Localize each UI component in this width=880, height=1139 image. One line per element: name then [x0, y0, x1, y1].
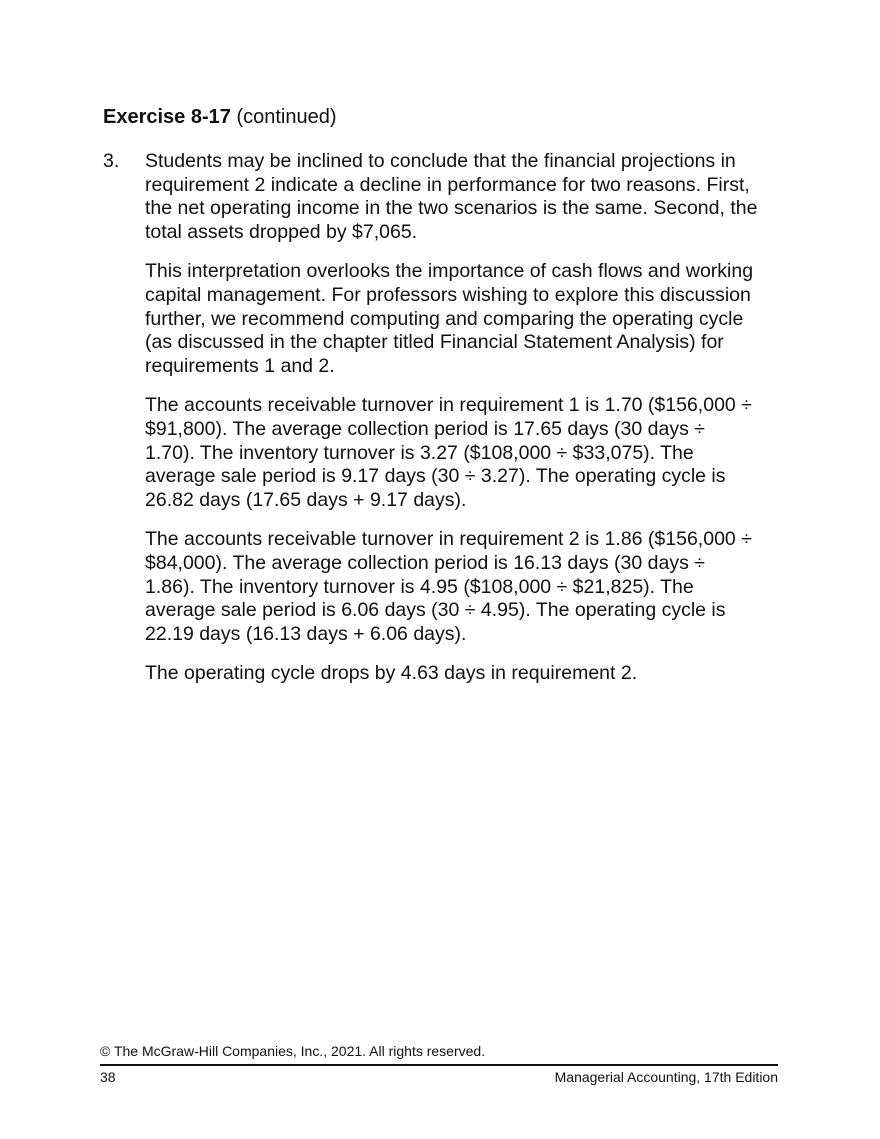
text-line: average sale period is 9.17 days (30 ÷ 3.27). The operating cycle is [145, 465, 726, 488]
exercise-title: Exercise 8-17 [103, 106, 231, 128]
text-line: (as discussed in the chapter titled Financial Statement Analysis) for [145, 331, 724, 354]
text-line: The accounts receivable turnover in requirement 1 is 1.70 ($156,000 ÷ [145, 394, 752, 417]
exercise-continued: (continued) [230, 106, 337, 128]
text-line: This interpretation overlooks the importance of cash flows and working [145, 260, 754, 283]
text-line: average sale period is 6.06 days (30 ÷ 4.95). The operating cycle is [145, 599, 726, 622]
text-line: The accounts receivable turnover in requirement 2 is 1.86 ($156,000 ÷ [145, 528, 752, 551]
text-line: 1.86). The inventory turnover is 4.95 ($108,000 ÷ $21,825). The [145, 575, 694, 598]
item-number: 3. [103, 150, 120, 172]
paragraph [145, 394, 795, 512]
text-line: The operating cycle drops by 4.63 days in requirement 2. [145, 662, 638, 685]
paragraph [145, 528, 795, 646]
book-title: Managerial Accounting, 17th Edition [554, 1069, 778, 1085]
footer-divider [100, 1064, 778, 1066]
paragraph [145, 150, 795, 244]
text-line: $91,800). The average collection period is 17.65 days (30 days ÷ [145, 417, 705, 440]
copyright-notice: © The McGraw-Hill Companies, Inc., 2021. All rights reserved. [100, 1043, 486, 1059]
text-line: capital management. For professors wishing to explore this discussion [145, 283, 751, 306]
text-line: requirement 2 indicate a decline in performance for two reasons. First, [145, 173, 750, 196]
paragraph [145, 662, 795, 686]
text-line: 1.70). The inventory turnover is 3.27 ($108,000 ÷ $33,075). The [145, 441, 694, 464]
text-line: $84,000). The average collection period is 16.13 days (30 days ÷ [145, 551, 705, 574]
text-line: the net operating income in the two scenarios is the same. Second, the [145, 197, 758, 220]
page-number: 38 [100, 1069, 116, 1085]
text-line: 22.19 days (16.13 days + 6.06 days). [145, 622, 467, 645]
text-line: Students may be inclined to conclude that the financial projections in [145, 150, 736, 172]
text-line: requirements 1 and 2. [145, 354, 335, 377]
text-line: 26.82 days (17.65 days + 9.17 days). [145, 488, 467, 511]
paragraph [145, 260, 795, 378]
text-line: further, we recommend computing and comparing the operating cycle [145, 307, 744, 330]
exercise-heading [103, 106, 337, 129]
answer-body [145, 150, 795, 702]
text-line: total assets dropped by $7,065. [145, 220, 418, 243]
